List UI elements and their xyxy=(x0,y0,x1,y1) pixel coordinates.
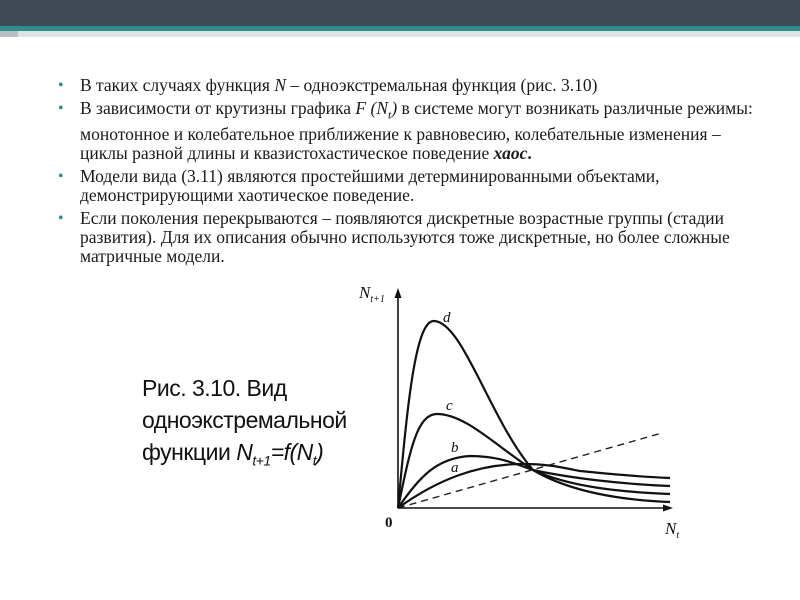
y-axis-label-n: N xyxy=(359,283,371,302)
origin-label: 0 xyxy=(385,515,393,531)
curve-label-c: c xyxy=(446,398,453,414)
caption-line-3-prefix: функции xyxy=(142,439,237,465)
y-axis-label-sub: t+1 xyxy=(370,294,385,305)
bullet-dot: • xyxy=(58,167,64,185)
caption-formula-mid: =f(N xyxy=(270,439,313,465)
caption-line-2: одноэкстремальной xyxy=(142,407,347,433)
y-axis-label xyxy=(358,283,385,305)
bullet-item xyxy=(58,76,758,95)
x-axis-label-n: N xyxy=(665,519,677,538)
bullet-item xyxy=(58,209,758,266)
bullet-text-segment: – одноэкстремальная функция (рис. 3.10) xyxy=(286,75,598,95)
header-light-stripe xyxy=(0,31,800,37)
bullet-dot: • xyxy=(58,100,64,117)
bullet-text-segment: в системе могут возникать различные режимы: монотонное и колебательное приближение к равновесию, колебательные изменения – циклы разной длины и квазистохастическое поведение xyxy=(80,98,753,163)
bullet-item xyxy=(58,99,758,163)
bullet-list xyxy=(58,76,758,270)
bullet-text-segment: В зависимости от крутизны графика xyxy=(80,98,356,118)
bullet-text-segment: ) xyxy=(391,98,398,118)
figure-caption xyxy=(142,372,372,477)
curve-label-a: a xyxy=(451,460,459,476)
bullet-text-segment: Модели вида (3.11) являются простейшими детерминированными объектами, демонстрирующими хаотическое поведение. xyxy=(80,165,660,205)
bullet-item xyxy=(58,167,758,205)
caption-formula-sub1: t+1 xyxy=(252,452,271,469)
bullet-dot: • xyxy=(58,209,64,227)
bullet-dot: • xyxy=(58,77,64,94)
caption-formula-sub2: t xyxy=(312,452,317,469)
header-notch xyxy=(0,31,18,37)
caption-formula-end: ) xyxy=(316,439,324,465)
y-axis-arrow xyxy=(395,288,402,298)
bullet-text-segment: В таких случаях функция xyxy=(80,75,275,95)
one-extremum-function-diagram xyxy=(355,280,685,550)
header-band xyxy=(0,0,800,26)
curve-c xyxy=(398,414,670,508)
bullet-text-segment: хаос xyxy=(493,142,528,163)
bullet-text-segment: . xyxy=(527,142,532,163)
caption-formula-n: N xyxy=(236,439,253,465)
bullet-text-segment: N xyxy=(274,75,287,95)
curve-label-b: b xyxy=(451,440,459,456)
bullet-text-segment: F (N xyxy=(355,98,388,118)
x-axis-label xyxy=(664,519,679,541)
x-axis-label-sub: t xyxy=(676,530,680,541)
bullet-text-segment: t xyxy=(388,107,392,122)
curve-label-d: d xyxy=(443,310,451,326)
x-axis-arrow xyxy=(663,505,673,512)
caption-line-3 xyxy=(142,436,372,477)
caption-line-1: Рис. 3.10. Вид xyxy=(142,375,287,401)
bisector-line xyxy=(398,433,662,508)
bullet-text-segment: Если поколения перекрываются – появляются дискретные возрастные группы (стадии развития). Для их описания обычно используются тоже дискретные, но более сложные матричные модели. xyxy=(80,207,730,266)
